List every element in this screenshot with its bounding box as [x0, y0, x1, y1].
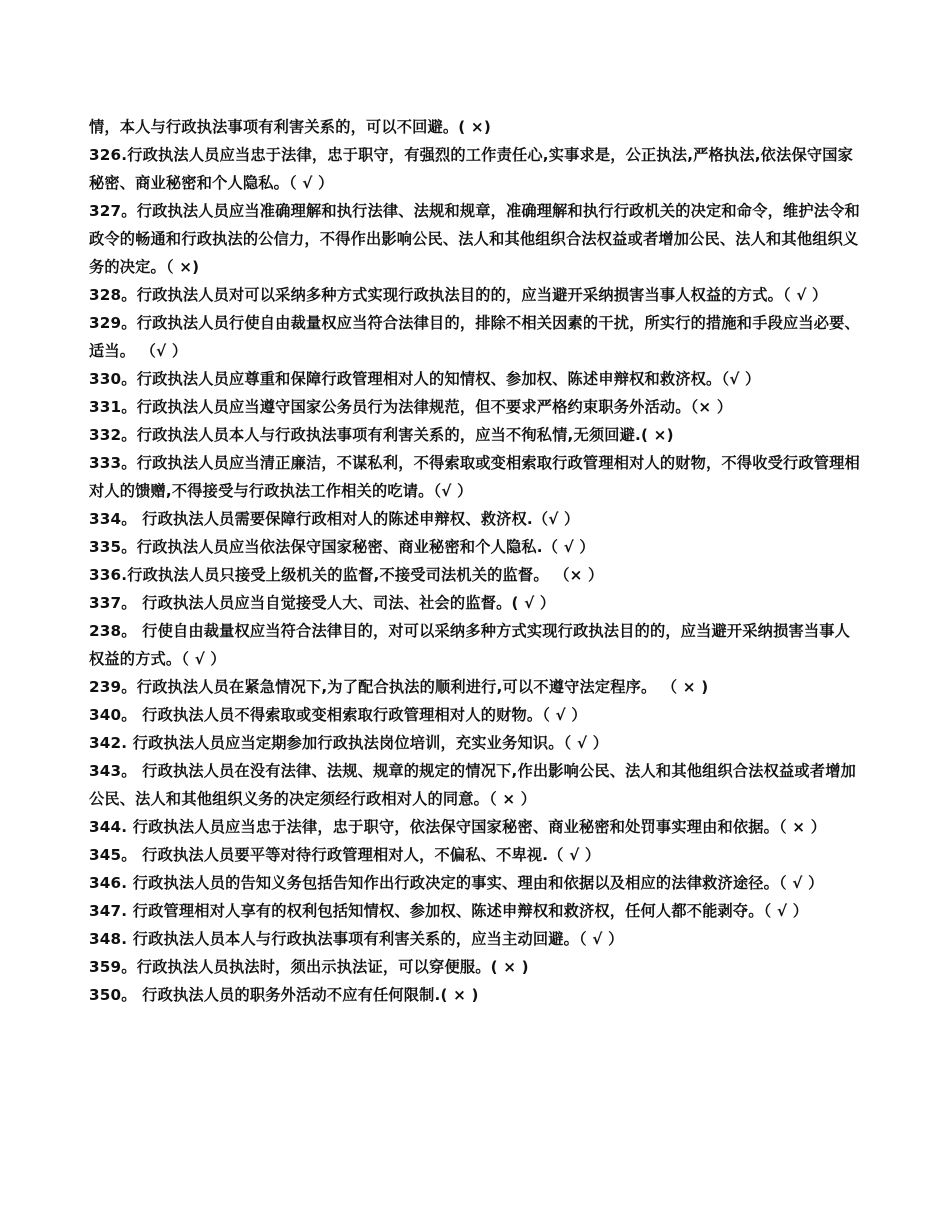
document-body	[89, 113, 864, 1009]
question-item: 345。 行政执法人员要平等对待行政管理相对人，不偏私、不卑视.（ √ ）	[89, 846, 601, 864]
question-item: 330。行政执法人员应尊重和保障行政管理相对人的知情权、参加权、陈述申辩权和救济权。（√ ）	[89, 370, 761, 388]
question-item: 359。行政执法人员执法时，须出示执法证，可以穿便服。( × )	[89, 958, 529, 976]
question-item: 350。 行政执法人员的职务外活动不应有任何限制.( × )	[89, 986, 479, 1004]
question-item: 344. 行政执法人员应当忠于法律，忠于职守，依法保守国家秘密、商业秘密和处罚事实理由和依据。（ × ）	[89, 818, 827, 836]
question-item: 347. 行政管理相对人享有的权利包括知情权、参加权、陈述申辩权和救济权，任何人都不能剥夺。（ √ ）	[89, 902, 809, 920]
question-item: 326.行政执法人员应当忠于法律，忠于职守，有强烈的工作责任心,实事求是，公正执法,严格执法,依法保守国家秘密、商业秘密和个人隐私。（ √ ）	[89, 146, 854, 192]
question-item: 328。行政执法人员对可以采纳多种方式实现行政执法目的的，应当避开采纳损害当事人权益的方式。（ √ ）	[89, 286, 828, 304]
question-item: 327。行政执法人员应当准确理解和执行法律、法规和规章，准确理解和执行行政机关的决定和命令，维护法令和政令的畅通和行政执法的公信力，不得作出影响公民、法人和其他组织合法权益或者增加公民、法人和其他组织义务的决定。（ ×)	[89, 202, 860, 276]
question-item: 331。行政执法人员应当遵守国家公务员行为法律规范，但不要求严格约束职务外活动。（× ）	[89, 398, 733, 416]
question-item: 346. 行政执法人员的告知义务包括告知作出行政决定的事实、理由和依据以及相应的法律救济途径。（ √ ）	[89, 874, 824, 892]
question-item: 342. 行政执法人员应当定期参加行政执法岗位培训，充实业务知识。（ √ ）	[89, 734, 609, 752]
continued-question-text: 情，本人与行政执法事项有利害关系的，可以不回避。( ×)	[89, 118, 491, 136]
question-item: 340。 行政执法人员不得索取或变相索取行政管理相对人的财物。（ √ ）	[89, 706, 587, 724]
question-item: 348. 行政执法人员本人与行政执法事项有利害关系的，应当主动回避。（ √ ）	[89, 930, 624, 948]
question-item: 333。行政执法人员应当清正廉洁，不谋私利，不得索取或变相索取行政管理相对人的财物，不得收受行政管理相对人的馈赠,不得接受与行政执法工作相关的吃请。（√ ）	[89, 454, 860, 500]
question-item: 336.行政执法人员只接受上级机关的监督,不接受司法机关的监督。 （× ）	[89, 566, 604, 584]
question-item: 335。行政执法人员应当依法保守国家秘密、商业秘密和个人隐私.（ √ ）	[89, 538, 595, 556]
question-item: 332。行政执法人员本人与行政执法事项有利害关系的，应当不徇私情,无须回避.( ×)	[89, 426, 674, 444]
question-item: 337。 行政执法人员应当自觉接受人大、司法、社会的监督。( √ ）	[89, 594, 556, 612]
question-item: 334。 行政执法人员需要保障行政相对人的陈述申辩权、救济权.（√ ）	[89, 510, 580, 528]
question-item: 239。行政执法人员在紧急情况下,为了配合执法的顺利进行,可以不遵守法定程序。 （ × )	[89, 678, 709, 696]
question-item: 343。 行政执法人员在没有法律、法规、规章的规定的情况下,作出影响公民、法人和其他组织合法权益或者增加公民、法人和其他组织义务的决定须经行政相对人的同意。（ × ）	[89, 762, 856, 808]
question-item: 238。 行使自由裁量权应当符合法律目的，对可以采纳多种方式实现行政执法目的的，应当避开采纳损害当事人权益的方式。（ √ ）	[89, 622, 851, 668]
question-item: 329。行政执法人员行使自由裁量权应当符合法律目的，排除不相关因素的干扰，所实行的措施和手段应当必要、适当。 （√ ）	[89, 314, 860, 360]
